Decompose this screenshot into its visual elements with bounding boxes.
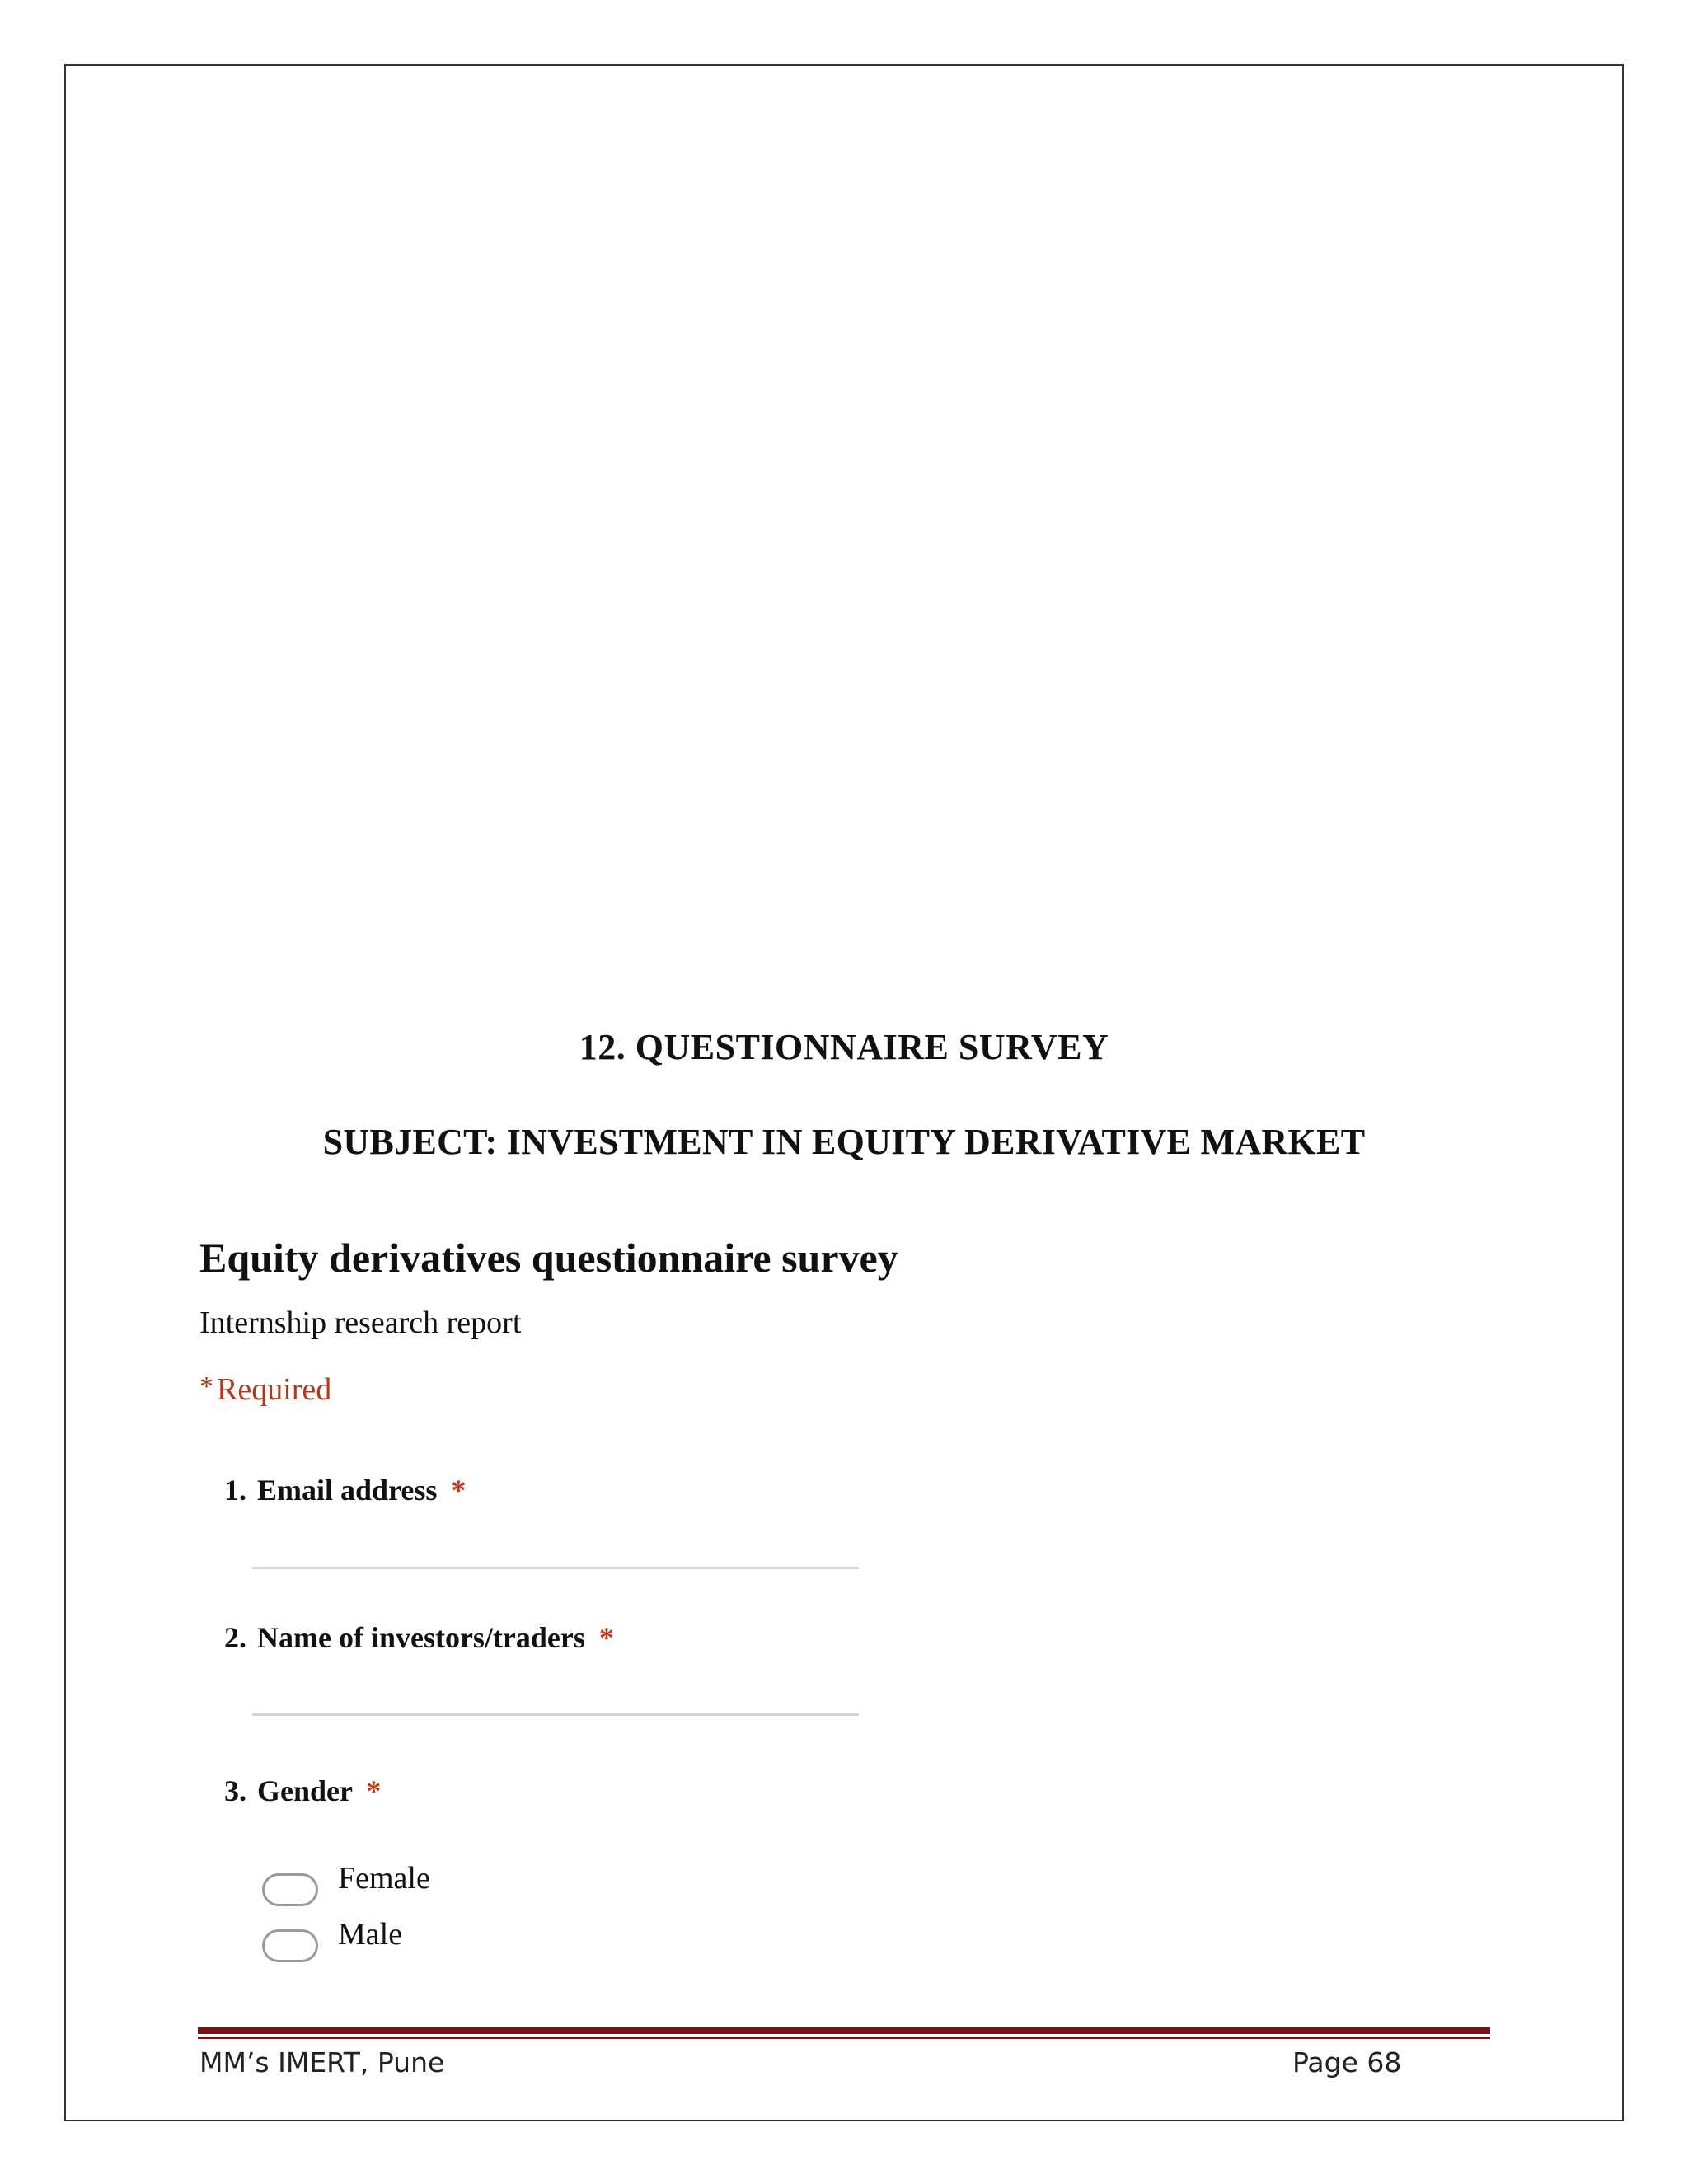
- subject-heading: SUBJECT: INVESTMENT IN EQUITY DERIVATIVE MARKET: [322, 1122, 1366, 1162]
- gender-option-female[interactable]: [262, 1861, 430, 1909]
- footer-page-number: Page 68: [1292, 2046, 1402, 2079]
- required-asterisk: *: [199, 1371, 213, 1402]
- radio-button[interactable]: [262, 1929, 318, 1962]
- required-mark: *: [451, 1474, 467, 1507]
- form-title: Equity derivatives questionnaire survey: [199, 1235, 898, 1281]
- question-gender: [224, 1774, 381, 1808]
- footer-institution: MM’s IMERT, Pune: [199, 2046, 445, 2079]
- required-mark: *: [598, 1621, 614, 1654]
- radio-button[interactable]: [262, 1873, 318, 1906]
- name-input[interactable]: [252, 1713, 859, 1716]
- email-input[interactable]: [252, 1567, 859, 1569]
- question-name: [224, 1620, 614, 1655]
- gender-option-male[interactable]: [262, 1917, 403, 1965]
- question-label: Name of investors/traders: [257, 1621, 585, 1654]
- footer-rule: [198, 2027, 1490, 2034]
- section-title: 12. QUESTIONNAIRE SURVEY: [579, 1027, 1109, 1067]
- footer-rule-thin: [198, 2037, 1490, 2039]
- question-label: Gender: [257, 1774, 353, 1807]
- required-note: [199, 1371, 331, 1408]
- option-label: Male: [338, 1917, 403, 1952]
- question-number: 3.: [224, 1774, 246, 1807]
- page-border: [64, 64, 1624, 2121]
- question-number: 2.: [224, 1621, 246, 1654]
- form-description: Internship research report: [199, 1305, 522, 1340]
- required-mark: *: [366, 1774, 382, 1807]
- required-label: Required: [217, 1372, 332, 1407]
- question-label: Email address: [257, 1474, 438, 1507]
- option-label: Female: [338, 1861, 430, 1896]
- question-number: 1.: [224, 1474, 246, 1507]
- question-email: [224, 1473, 466, 1507]
